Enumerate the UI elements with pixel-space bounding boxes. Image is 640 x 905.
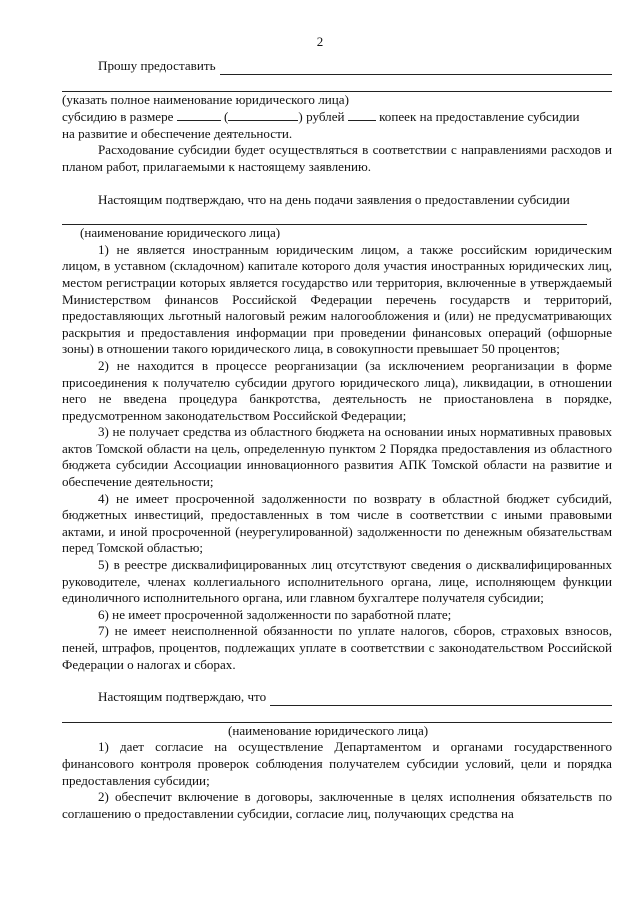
confirmation1-item-2: 2) не находится в процессе реорганизации (за исключением реорганизации в форме присоединения к получателю субсидии другого юридического лица), ликвидации, в отношении него не введена процедура банкротства, деятельность не приостановлена в порядке, предусмотренном законодательством Российской Федерации; <box>62 357 612 423</box>
request-line <box>62 58 612 75</box>
document-body <box>62 58 612 822</box>
confirmation2-name-field[interactable] <box>270 692 612 706</box>
confirmation1-item-5: 5) в реестре дисквалифицированных лиц отсутствуют сведения о дисквалифицированных руководителе, членах коллегиального исполнительного органа, лице, исполняющем функции единоличного исполнительного органа, или главном бухгалтере получателя субсидии; <box>62 557 612 606</box>
confirmation1-caption: (наименование юридического лица) <box>80 225 281 241</box>
confirmation1-item-4: 4) не имеет просроченной задолженности по возврату в областной бюджет субсидий, бюджетных инвестиций, предоставленных в том числе в соответствии с иными правовыми актами, и иной просроченной (неурегулированной) задолженности по денежным обязательствам перед Томской областью; <box>62 490 612 556</box>
confirmation1-item-7: 7) не имеет неисполненной обязанности по уплате налогов, сборов, страховых взносов, пеней, штрафов, процентов, подлежащих уплате в соответствии с законодательством Российской Федерации о налогах и сборах. <box>62 623 612 672</box>
confirmation2-name-line[interactable] <box>62 706 612 723</box>
confirmation1-name-line[interactable] <box>62 208 587 225</box>
confirmation2-item-2: 2) обеспечит включение в договоры, заключенные в целях исполнения обязательств по соглашению о предоставлении субсидии, согласие лиц, получающих средства на <box>62 789 612 821</box>
organization-name-line[interactable] <box>62 75 612 92</box>
subsidy-spending: Расходование субсидии будет осуществляться в соответствии с направлениями расходов и планом работ, прилагаемыми к настоящему заявлению. <box>62 142 612 174</box>
confirmation1-intro: Настоящим подтверждаю, что на день подачи заявления о предоставлении субсидии <box>98 191 570 207</box>
confirmation2-item-1: 1) дает согласие на осуществление Департаментом и органами государственного финансового контроля проверок соблюдения получателем субсидии условий, цели и порядка предоставления субсидии; <box>62 739 612 788</box>
page-number: 2 <box>316 34 324 49</box>
amount-rubles-field[interactable] <box>177 108 221 121</box>
confirmation1-item-6: 6) не имеет просроченной задолженности по заработной плате; <box>98 606 452 622</box>
amount-kopeks-field[interactable] <box>348 108 376 121</box>
request-label: Прошу предоставить <box>98 58 216 73</box>
subsidy-amount-line: субсидию в размере ( ) рублей копеек на предоставление субсидии <box>62 109 580 125</box>
confirmation2-line <box>62 689 612 706</box>
confirmation2-intro: Настоящим подтверждаю, что <box>98 689 267 705</box>
confirmation1-item-1: 1) не является иностранным юридическим лицом, а также российским юридическим лицом, в уставном (складочном) капитале которого доля участия иностранных юридических лиц, местом регистрации которых является государство или территория, включенные в утверждаемый Министерством финансов Российской Федерации перечень государств и территорий, предоставляющих льготный налоговый режим налогообложения и (или) не предусматривающих раскрытия и предоставления информации при проведении финансовых операций (офшорные зоны) в отношении такого юридического лица, в совокупности превышает 50 процентов; <box>62 241 612 357</box>
amount-words-field[interactable] <box>228 108 298 121</box>
subsidy-purpose: на развитие и обеспечение деятельности. <box>62 125 293 141</box>
confirmation1-item-3: 3) не получает средства из областного бюджета на основании иных нормативных правовых актов Томской области на цель, определенную пунктом 2 Порядка предоставления из областного бюджета субсидии Ассоциации инновационного развития АПК Томской области на развитие и обеспечение деятельности; <box>62 424 612 490</box>
organization-name-field[interactable] <box>220 61 612 75</box>
confirmation2-caption: (наименование юридического лица) <box>228 722 429 738</box>
organization-name-caption: (указать полное наименование юридического лица) <box>62 91 349 107</box>
